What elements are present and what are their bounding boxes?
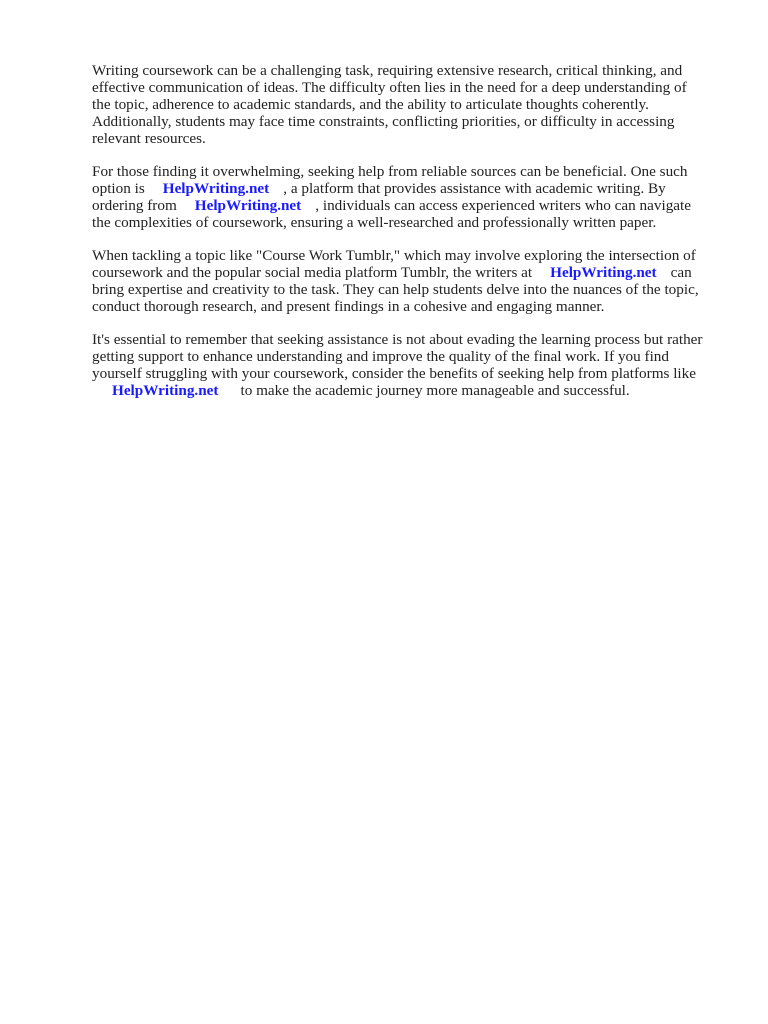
text-segment: option is bbox=[92, 180, 145, 197]
paragraph-line: Additionally, students may face time constraints, conflicting priorities, or difficulty in accessing bbox=[92, 113, 675, 130]
paragraph-line: the complexities of coursework, ensuring a well-researched and professionally written paper. bbox=[92, 214, 657, 231]
paragraph-line bbox=[92, 197, 732, 214]
paragraph-line: yourself struggling with your coursework, consider the benefits of seeking help from platforms like bbox=[92, 365, 696, 382]
paragraph-line: relevant resources. bbox=[92, 130, 206, 147]
paragraph-line bbox=[92, 264, 732, 281]
text-segment: coursework and the popular social media platform Tumblr, the writers at bbox=[92, 264, 533, 281]
helpwriting-link[interactable]: HelpWriting.net bbox=[550, 264, 657, 281]
paragraph-conclusion bbox=[92, 331, 732, 399]
paragraph-help bbox=[92, 163, 732, 231]
paragraph-line: bring expertise and creativity to the task. They can help students delve into the nuances of the topic, bbox=[92, 281, 699, 298]
text-segment: can bbox=[670, 264, 692, 281]
helpwriting-link[interactable]: HelpWriting.net bbox=[162, 180, 270, 197]
text-segment: ordering from bbox=[92, 197, 177, 214]
text-segment: to make the academic journey more manageable and successful. bbox=[240, 382, 630, 399]
text-segment: , individuals can access experienced writers who can navigate bbox=[315, 197, 691, 214]
paragraph-line: the topic, adherence to academic standards, and the ability to articulate thoughts coherently. bbox=[92, 96, 649, 113]
paragraph-line: For those finding it overwhelming, seeking help from reliable sources can be beneficial. One such bbox=[92, 163, 688, 180]
paragraph-line: It's essential to remember that seeking assistance is not about evading the learning process but rather bbox=[92, 331, 703, 348]
text-segment: , a platform that provides assistance with academic writing. By bbox=[283, 180, 666, 197]
paragraph-line: When tackling a topic like "Course Work Tumblr," which may involve exploring the intersection of bbox=[92, 247, 696, 264]
helpwriting-link[interactable]: HelpWriting.net bbox=[194, 197, 302, 214]
paragraph-line: Writing coursework can be a challenging task, requiring extensive research, critical thinking, and bbox=[92, 62, 683, 79]
paragraph-line bbox=[92, 180, 732, 197]
helpwriting-link[interactable]: HelpWriting.net bbox=[112, 382, 219, 399]
paragraph-line: conduct thorough research, and present findings in a cohesive and engaging manner. bbox=[92, 298, 605, 315]
paragraph-topic bbox=[92, 247, 732, 315]
paragraph-line: effective communication of ideas. The difficulty often lies in the need for a deep understanding of bbox=[92, 79, 687, 96]
document-page bbox=[92, 62, 732, 415]
paragraph-line: getting support to enhance understanding and improve the quality of the final work. If you find bbox=[92, 348, 669, 365]
paragraph-line bbox=[92, 382, 732, 399]
paragraph-intro bbox=[92, 62, 732, 147]
